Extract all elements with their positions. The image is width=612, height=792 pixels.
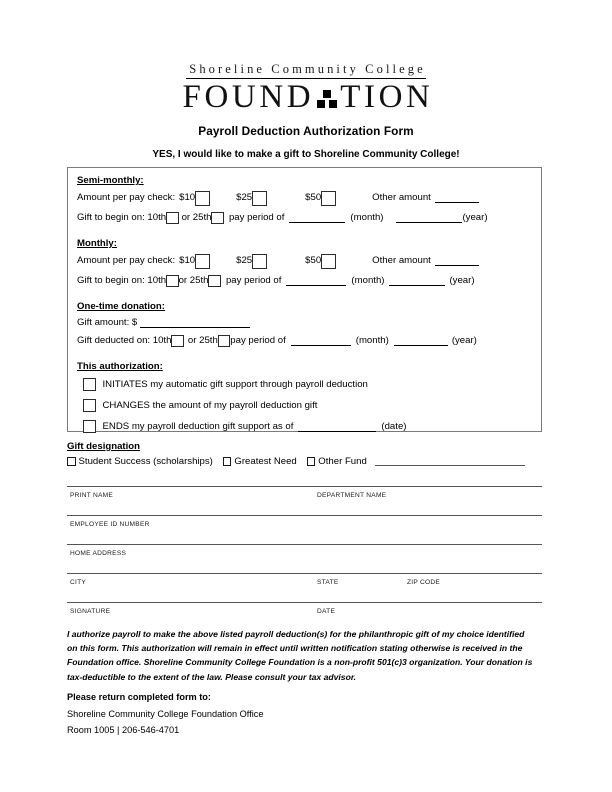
gift-designation-checkbox-student-success[interactable] bbox=[67, 457, 76, 466]
semi-monthly-checkbox-10th[interactable] bbox=[166, 212, 179, 225]
monthly-checkbox-25th[interactable] bbox=[208, 275, 221, 288]
field-label-signature: SIGNATURE bbox=[70, 608, 111, 615]
logo-square-top bbox=[322, 89, 332, 99]
authorization-heading: This authorization: bbox=[77, 361, 163, 372]
semi-monthly-checkbox-25[interactable] bbox=[252, 191, 267, 206]
monthly-month-input[interactable] bbox=[286, 276, 346, 286]
one-time-month-caption: (month) bbox=[355, 335, 389, 346]
three-squares-logo-mark-icon bbox=[315, 85, 339, 109]
one-time-amount-input[interactable] bbox=[140, 318, 250, 328]
gift-designation-label-other-fund: Other Fund bbox=[318, 456, 367, 467]
semi-monthly-month-caption: (month) bbox=[350, 212, 384, 223]
monthly-checkbox-10[interactable] bbox=[195, 254, 210, 269]
semi-monthly-month-input[interactable] bbox=[289, 213, 345, 223]
one-time-amount-label: Gift amount: $ bbox=[77, 317, 138, 328]
return-instructions-room-phone: Room 1005 | 206-546-4701 bbox=[67, 725, 180, 735]
authorization-changes-row bbox=[77, 395, 537, 416]
semi-monthly-other-amount-input[interactable] bbox=[435, 193, 479, 203]
legal-authorization-text: I authorize payroll to make the above listed payroll deduction(s) for the philanthropic gift of my choice identified on this form. This authorization will remain in effect until written notification stating otherwise is received in the Foundation office. Shoreline Community College Foundation is a non-profit 501(c)3 organization. Your donation is tax-deductible to the extent of the law. Please consult your tax advisor. bbox=[67, 629, 533, 682]
field-rule bbox=[67, 544, 542, 545]
authorization-ends-label: ENDS my payroll deduction gift support as of bbox=[102, 421, 294, 432]
gift-designation-options bbox=[67, 456, 525, 467]
semi-monthly-amount-50-label: $50 bbox=[305, 192, 322, 203]
logo-square-bottom-right bbox=[328, 99, 338, 109]
return-instructions-office: Shoreline Community College Foundation Office bbox=[67, 708, 264, 719]
gift-designation-checkbox-other-fund[interactable] bbox=[307, 457, 316, 466]
one-time-year-input[interactable] bbox=[394, 336, 448, 346]
monthly-or-25th-label: or 25th bbox=[178, 275, 209, 286]
authorization-ends-date-input[interactable] bbox=[298, 422, 376, 432]
monthly-other-amount-input[interactable] bbox=[435, 256, 479, 266]
one-time-checkbox-10th[interactable] bbox=[171, 335, 184, 348]
monthly-checkbox-50[interactable] bbox=[321, 254, 336, 269]
field-row-city-state-zip bbox=[67, 573, 542, 602]
field-label-city: CITY bbox=[70, 579, 87, 586]
monthly-begin-label: Gift to begin on: 10th bbox=[77, 275, 167, 286]
authorization-ends-date-caption: (date) bbox=[381, 421, 407, 432]
gift-designation-heading: Gift designation bbox=[67, 441, 141, 452]
gift-designation-label-student-success: Student Success (scholarships) bbox=[78, 456, 213, 467]
one-time-pay-period-label: pay period of bbox=[230, 335, 286, 346]
semi-monthly-amount-25-label: $25 bbox=[236, 192, 253, 203]
logo-wordmark-after: TION bbox=[340, 79, 434, 115]
authorization-initiates-label: INITIATES my automatic gift support through payroll deduction bbox=[102, 379, 368, 390]
monthly-year-caption: (year) bbox=[449, 275, 475, 286]
gift-designation-checkbox-greatest-need[interactable] bbox=[223, 457, 232, 466]
monthly-month-caption: (month) bbox=[351, 275, 385, 286]
page-title: Payroll Deduction Authorization Form bbox=[198, 124, 414, 138]
semi-monthly-begin-label: Gift to begin on: 10th bbox=[77, 212, 167, 223]
field-rule bbox=[67, 515, 542, 516]
deduction-options-box bbox=[67, 167, 542, 432]
one-time-year-caption: (year) bbox=[451, 335, 477, 346]
return-instructions-heading: Please return completed form to: bbox=[67, 692, 211, 702]
field-label-date: DATE bbox=[317, 608, 336, 615]
semi-monthly-pay-period-label: pay period of bbox=[228, 212, 285, 223]
gift-designation-other-fund-input[interactable] bbox=[375, 458, 525, 466]
monthly-amount-10-label: $10 bbox=[179, 255, 196, 266]
semi-monthly-amount-row bbox=[77, 188, 537, 208]
one-time-month-input[interactable] bbox=[291, 336, 351, 346]
authorization-checkbox-ends[interactable] bbox=[83, 420, 96, 433]
semi-monthly-checkbox-25th[interactable] bbox=[211, 212, 224, 225]
field-row-print-name bbox=[67, 486, 542, 515]
authorization-checkbox-changes[interactable] bbox=[83, 399, 96, 412]
monthly-amount-row bbox=[77, 251, 537, 271]
one-time-heading: One-time donation: bbox=[77, 301, 165, 312]
signature-fields-block bbox=[67, 486, 542, 631]
field-label-state: STATE bbox=[317, 579, 339, 586]
semi-monthly-checkbox-50[interactable] bbox=[321, 191, 336, 206]
semi-monthly-year-caption: (year) bbox=[462, 212, 488, 223]
logo-wordmark-before: FOUND bbox=[182, 79, 315, 115]
authorization-initiates-row bbox=[77, 374, 537, 395]
monthly-checkbox-25[interactable] bbox=[252, 254, 267, 269]
foundation-logo bbox=[0, 62, 612, 114]
gift-designation-label-greatest-need: Greatest Need bbox=[234, 456, 297, 467]
monthly-checkbox-10th[interactable] bbox=[166, 275, 179, 288]
semi-monthly-heading: Semi-monthly: bbox=[77, 175, 144, 186]
semi-monthly-begin-row bbox=[77, 208, 537, 228]
field-label-department-name: DEPARTMENT NAME bbox=[317, 492, 387, 499]
authorization-ends-row bbox=[77, 416, 537, 437]
one-time-amount-row bbox=[77, 314, 537, 331]
monthly-other-amount-label: Other amount bbox=[372, 255, 431, 266]
field-rule bbox=[67, 602, 542, 603]
semi-monthly-year-input[interactable] bbox=[396, 213, 462, 223]
monthly-amount-25-label: $25 bbox=[236, 255, 253, 266]
monthly-year-input[interactable] bbox=[389, 276, 445, 286]
one-time-checkbox-25th[interactable] bbox=[218, 335, 231, 348]
field-label-zip-code: ZIP CODE bbox=[407, 579, 441, 586]
logo-square-bottom-left bbox=[316, 99, 326, 109]
monthly-amount-label: Amount per pay check: bbox=[77, 255, 176, 266]
field-label-employee-id-number: EMPLOYEE ID NUMBER bbox=[70, 521, 150, 528]
semi-monthly-amount-label: Amount per pay check: bbox=[77, 192, 176, 203]
return-instructions-block bbox=[67, 689, 467, 739]
semi-monthly-amount-10-label: $10 bbox=[179, 192, 196, 203]
semi-monthly-checkbox-10[interactable] bbox=[195, 191, 210, 206]
field-row-home-address bbox=[67, 544, 542, 573]
one-time-or-25th-label: or 25th bbox=[187, 335, 218, 346]
monthly-begin-row bbox=[77, 271, 537, 291]
one-time-deducted-row bbox=[77, 331, 537, 351]
logo-wordmark bbox=[0, 80, 612, 114]
field-label-home-address: HOME ADDRESS bbox=[70, 550, 127, 557]
field-row-employee-id bbox=[67, 515, 542, 544]
semi-monthly-or-25th-label: or 25th bbox=[181, 212, 212, 223]
authorization-checkbox-initiates[interactable] bbox=[83, 378, 96, 391]
monthly-pay-period-label: pay period of bbox=[225, 275, 282, 286]
monthly-heading: Monthly: bbox=[77, 238, 117, 249]
authorization-changes-label: CHANGES the amount of my payroll deduction gift bbox=[102, 400, 318, 411]
field-rule bbox=[67, 573, 542, 574]
logo-top-line: Shoreline Community College bbox=[189, 62, 426, 76]
field-rule bbox=[67, 486, 542, 487]
monthly-amount-50-label: $50 bbox=[305, 255, 322, 266]
one-time-deducted-label: Gift deducted on: 10th bbox=[77, 335, 172, 346]
field-label-print-name: PRINT NAME bbox=[70, 492, 114, 499]
semi-monthly-other-amount-label: Other amount bbox=[372, 192, 431, 203]
page-subtitle: YES, I would like to make a gift to Shoreline Community College! bbox=[152, 149, 460, 160]
